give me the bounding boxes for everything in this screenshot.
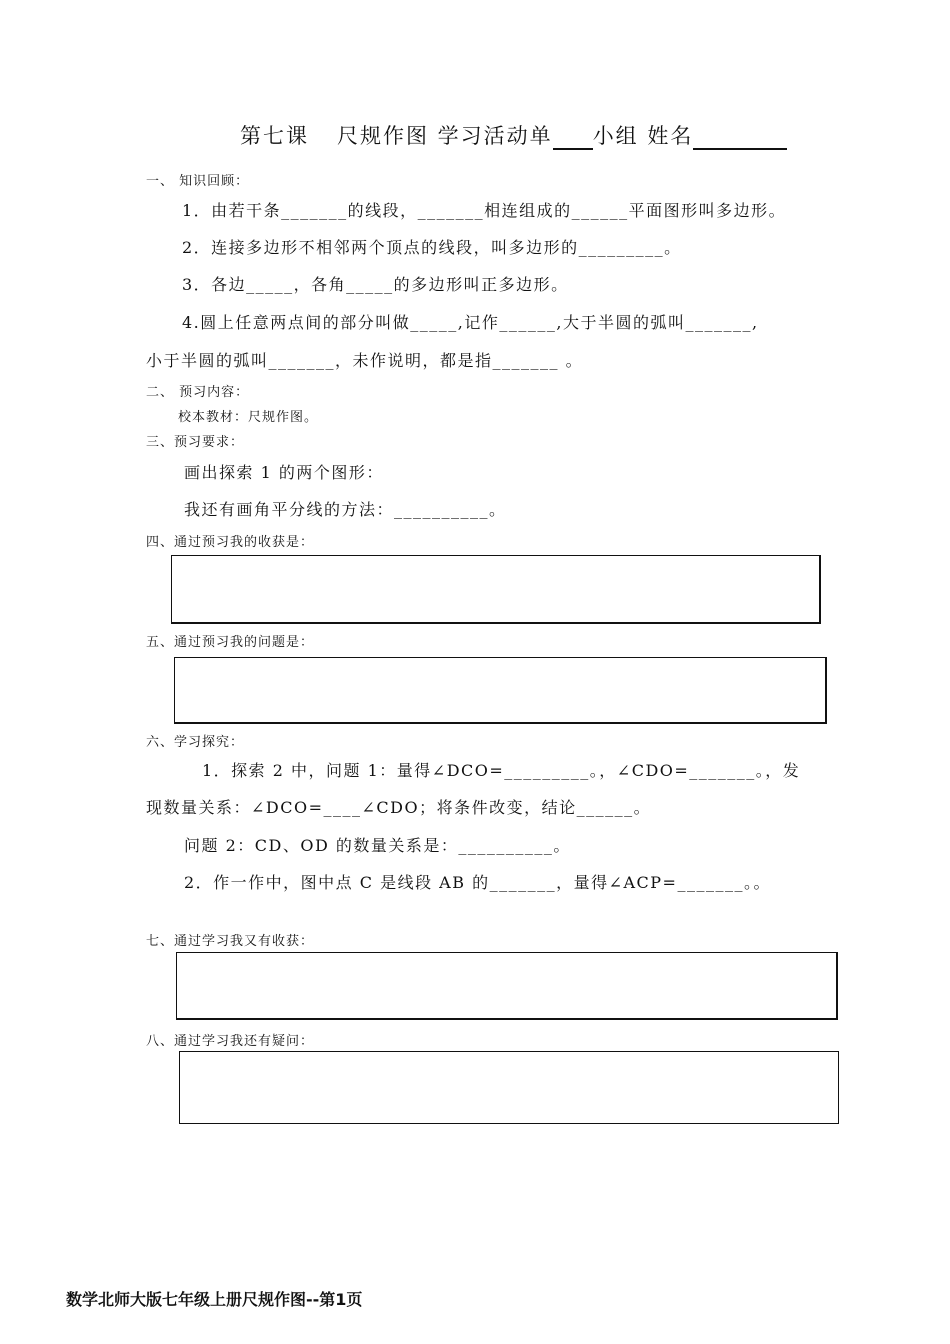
page-footer: 数学北师大版七年级上册尺规作图--第1页 [66, 1290, 363, 1309]
page-title [240, 120, 787, 150]
s6-line-2: 问题 2：CD、OD 的数量关系是：__________。 [184, 836, 571, 855]
s1-line-2: 2．连接多边形不相邻两个顶点的线段，叫多边形的_________。 [182, 238, 682, 257]
section-1-heading: 一、 知识回顾： [146, 174, 250, 189]
s1-line-1: 1．由若干条_______的线段，_______相连组成的______平面图形叫多边形。 [182, 201, 787, 220]
s6-line-3: 2．作一作中，图中点 C 是线段 AB 的_______，量得∠ACP=_______。。 [184, 873, 771, 892]
s1-line-4b: 小于半圆的弧叫_______，未作说明，都是指_______ 。 [146, 351, 584, 370]
lesson-topic: 尺规作图 学习活动单 [337, 124, 553, 148]
s3-line-1: 画出探索 1 的两个图形： [184, 463, 384, 482]
s1-line-4a: 4.圆上任意两点间的部分叫做_____,记作______,大于半圆的弧叫_______, [182, 313, 759, 332]
section-4-heading: 四、通过预习我的收获是： [146, 535, 315, 550]
s2-line-1: 校本教材：尺规作图。 [178, 410, 319, 425]
group-label: 小组 [592, 124, 639, 148]
learning-gains-box[interactable] [176, 952, 838, 1020]
section-3-heading: 三、预习要求： [146, 435, 245, 450]
s1-line-3: 3．各边_____，各角_____的多边形叫正多边形。 [182, 275, 569, 294]
name-label: 姓名 [647, 124, 694, 148]
s6-line-1a: 1．探索 2 中，问题 1：量得∠DCO=_________。，∠CDO=_______。，发 [202, 761, 801, 780]
s6-line-1b: 现数量关系：∠DCO=____∠CDO；将条件改变，结论______。 [146, 798, 652, 817]
name-blank[interactable] [693, 124, 787, 150]
lesson-number: 第七课 [240, 124, 309, 148]
questions-answer-box[interactable] [174, 657, 827, 724]
section-5-heading: 五、通过预习我的问题是： [146, 635, 315, 650]
group-blank[interactable] [553, 124, 593, 150]
section-7-heading: 七、通过学习我又有收获： [146, 934, 315, 949]
section-8-heading: 八、通过学习我还有疑问： [146, 1034, 315, 1049]
section-2-heading: 二、 预习内容： [146, 385, 250, 400]
gains-answer-box[interactable] [171, 555, 821, 624]
doubts-box[interactable] [179, 1051, 839, 1124]
section-6-heading: 六、学习探究： [146, 735, 245, 750]
s3-line-2: 我还有画角平分线的方法：__________。 [184, 500, 507, 519]
